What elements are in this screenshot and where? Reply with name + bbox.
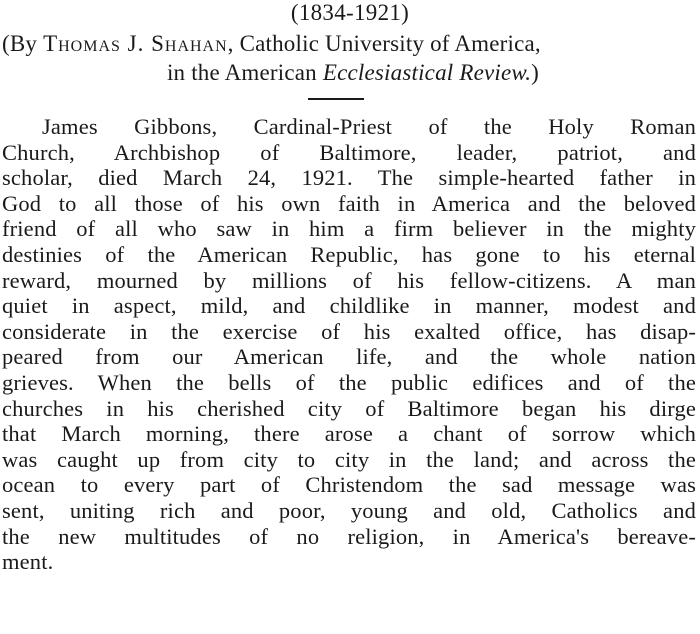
life-dates: (1834-1921) [290, 0, 410, 25]
body-line: grieves. When the bells of the public edifices and of the [2, 369, 696, 395]
body-line: ocean to every part of Christendom the sad message was [2, 472, 696, 498]
body-line: destinies of the American Republic, has gone to his eternal [2, 241, 696, 267]
body-line: God to all those of his own faith in America and the beloved [2, 190, 696, 216]
byline-line-2 [0, 58, 700, 87]
author-name: Thomas J. Shahan [43, 31, 228, 56]
author-affiliation: , Catholic University of America, [227, 31, 541, 56]
body-line: friend of all who saw in him a firm believer in the mighty [2, 216, 696, 242]
article-body [2, 114, 696, 575]
body-line: churches in his cherished city of Baltimore began his dirge [2, 395, 696, 421]
body-line: sent, uniting rich and poor, young and old, Catholics and [2, 497, 696, 523]
body-line: the new multitudes of no religion, in America's bereave- [2, 523, 696, 549]
body-line: that March morning, there arose a chant of sorrow which [2, 421, 696, 447]
body-line: peared from our American life, and the whole nation [2, 344, 696, 370]
journal-title: Ecclesiastical Review. [322, 60, 532, 85]
body-line: quiet in aspect, mild, and childlike in manner, modest and [2, 293, 696, 319]
separator-rule [308, 98, 364, 100]
body-line: ment. [2, 549, 54, 575]
byline-line-1 [0, 29, 700, 58]
body-line: scholar, died March 24, 1921. The simple-hearted father in [2, 165, 696, 191]
byline-line-2-prefix: in the American [166, 60, 323, 85]
body-line: James Gibbons, Cardinal-Priest of the Holy Roman [42, 114, 696, 139]
body-line: reward, mourned by millions of his fellow-citizens. A man [2, 267, 696, 293]
byline-close: ) [531, 60, 540, 85]
byline [0, 29, 700, 87]
body-line: Church, Archbishop of Baltimore, leader, patriot, and [2, 139, 696, 165]
byline-open: (By [2, 31, 44, 56]
body-line: considerate in the exercise of his exalted office, has disap- [2, 318, 696, 344]
body-line: was caught up from city to city in the land; and across the [2, 446, 696, 472]
